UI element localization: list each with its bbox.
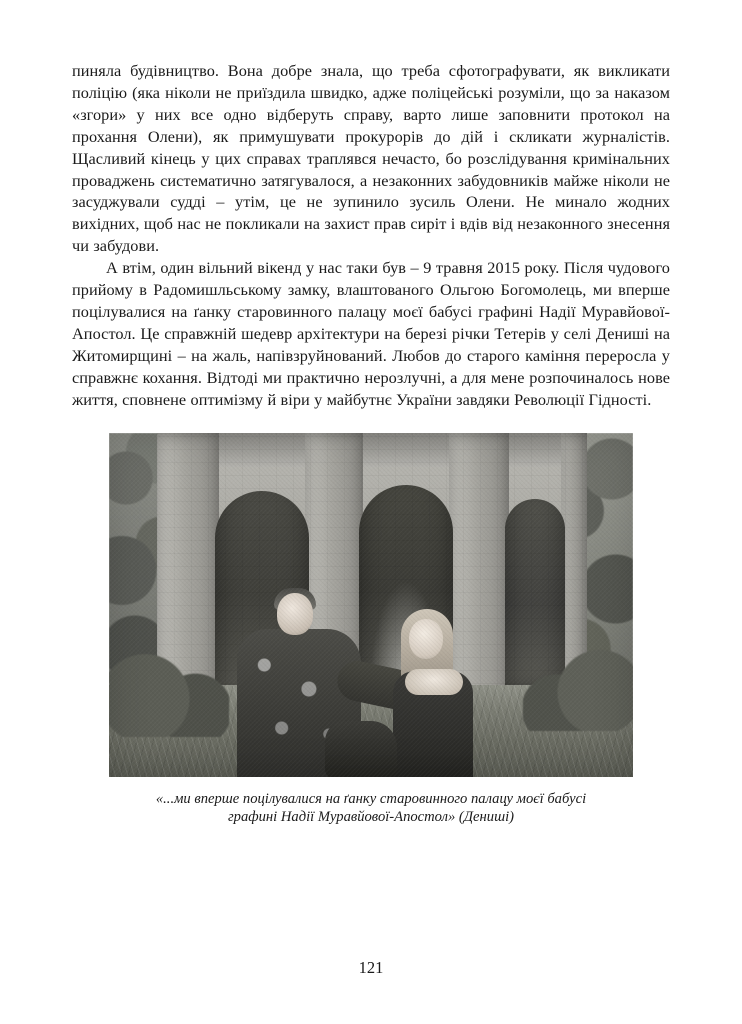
photograph (109, 433, 633, 777)
figure-caption-line-2: графині Надії Муравйової-Апостол» (Дениші) (227, 809, 515, 826)
bush-right (523, 639, 633, 731)
dog-figure (325, 721, 397, 777)
page-number: 121 (358, 958, 384, 977)
paragraph: пиняла будівництво. Вона добре знала, що треба сфотографувати, як викликати поліцію (яка ніколи не приїздила швидко, адже поліцейські розуміли, що за наказом «згори» у них все одно відберуть справу, варто лише заповнити протокол на прохання Олени), як примушувати прокурорів до дій і скликати журналістів. Щасливий кінець у цих справах траплявся нечасто, бо розслідування кримінальних проваджень систематично затягувалося, а незаконних забудовників майже ніколи не засуджували судді – утім, це не зупинило зусиль Олени. Не минало жодних вихідних, щоб нас не покликали на захист прав сиріт і вдів від незаконного знесення чи забудови. (72, 61, 670, 256)
paragraph: А втім, один вільний вікенд у нас таки був – 9 травня 2015 року. Після чудового прийому в Радомишльському замку, влаштованого Ольгою Богомолець, ми вперше поцілувалися на ґанку старовинного палацу моєї бабусі графині Надії Муравйової-Апостол. Це справжній шедевр архітектури на березі річки Тетерів у селі Дениші на Житомирщині – на жаль, напівзруйнований. Любов до старого каміння переросла у справжнє кохання. Відтоді ми практично нерозлучні, а для мене розпочиналось нове життя, сповнене оптимізму й віри у майбутнє України завдяки Революції Гідності. (72, 258, 670, 409)
figure-caption (91, 790, 651, 828)
figure-caption-line-1: «...ми вперше поцілувалися на ґанку старовинного палацу моєї бабусі (155, 790, 587, 807)
figure (72, 433, 670, 828)
woman-figure-shoulder (405, 669, 463, 695)
page-body (72, 60, 670, 411)
woman-figure-head (409, 619, 443, 659)
bush-left (109, 641, 229, 737)
man-figure-head (277, 593, 313, 635)
